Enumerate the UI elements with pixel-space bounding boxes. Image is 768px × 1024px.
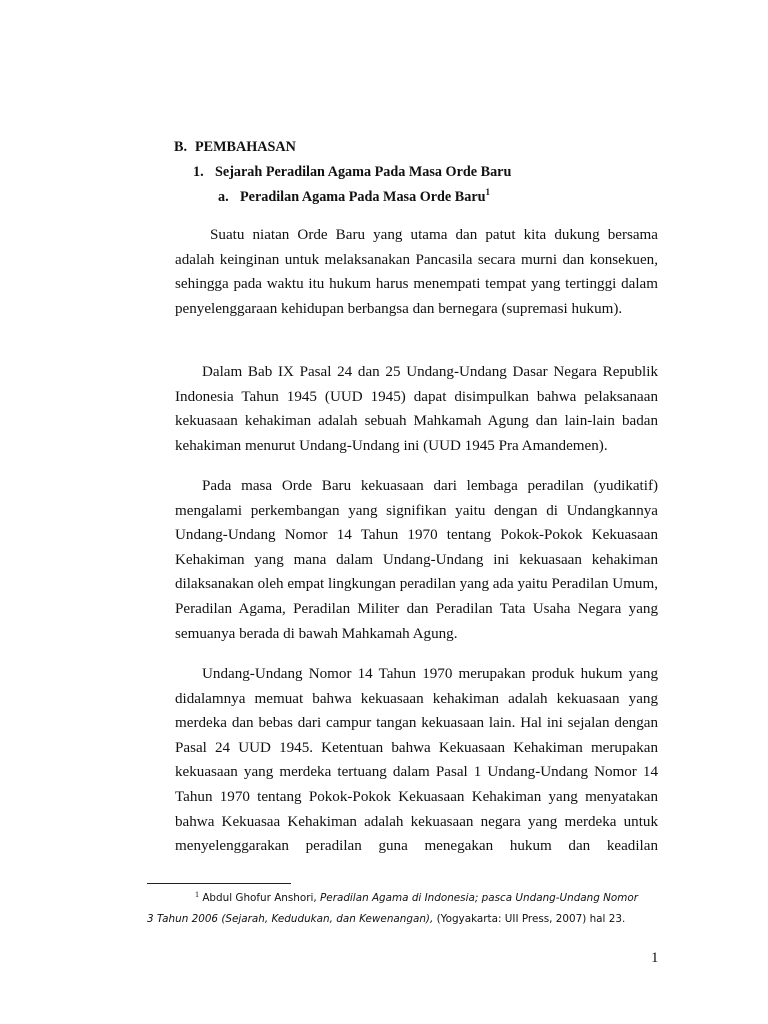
footnote [147,888,647,929]
footnote-separator [147,883,291,884]
footnote-publication: (Yogyakarta: UII Press, 2007) hal 23. [436,913,626,925]
page-number: 1 [651,950,659,966]
footnote-book-title: Peradilan Agama di Indonesia; pasca Undang-Undang Nomor 3 Tahun 2006 (Sejarah, Kedudukan, dan Kewenangan), [147,892,639,925]
section-number: B. [174,139,188,155]
footnote-author: Abdul Ghofur Anshori, [202,892,317,904]
paragraph-1: Suatu niatan Orde Baru yang utama dan patut kita dukung bersama adalah keinginan untuk melaksanakan Pancasila secara murni dan konsekuen, sehingga pada waktu itu hukum harus menempati tempat yang tertinggi dalam penyelenggaraan kehidupan berbangsa dan bernegara (supremasi hukum). [175,227,658,317]
subsubsection-number: a. [218,189,229,205]
section-title: PEMBAHASAN [195,139,296,155]
subsubsection-heading [218,187,490,208]
footnote-reference[interactable]: 1 [485,187,491,197]
footnote-mark: 1 [195,890,199,899]
subsection-number: 1. [193,164,204,180]
paragraph-4: Undang-Undang Nomor 14 Tahun 1970 merupakan produk hukum yang didalamnya memuat bahwa kekuasaan kehakiman adalah kekuasaan yang merdeka dan bebas dari campur tangan kekuasaan lain. Hal ini sejalan dengan Pasal 24 UUD 1945. Ketentuan bahwa Kekuasaan Kehakiman merupakan kekuasaan yang merdeka tertuang dalam Pasal 1 Undang-Undang Nomor 14 Tahun 1970 tentang Pokok-Pokok Kekuasaan Kehakiman yang menyatakan bahwa Kekuasaa Kehakiman adalah kekuasaan negara yang merdeka untuk menyelenggarakan peradilan guna menegakan hukum dan keadilan [175,666,658,855]
subsubsection-title: Peradilan Agama Pada Masa Orde Baru [240,189,486,205]
subsection-title: Sejarah Peradilan Agama Pada Masa Orde Baru [215,164,512,180]
subsection-heading [193,162,511,182]
section-heading [174,137,296,157]
paragraph-2: Dalam Bab IX Pasal 24 dan 25 Undang-Undang Dasar Negara Republik Indonesia Tahun 1945 (UUD 1945) dapat disimpulkan bahwa pelaksanaan kekuasaan kehakiman adalah sebuah Mahkamah Agung dan lain-lain badan kehakiman menurut Undang-Undang ini (UUD 1945 Pra Amandemen). [175,364,658,454]
paragraph-3: Pada masa Orde Baru kekuasaan dari lembaga peradilan (yudikatif) mengalami perkembangan yang signifikan yaitu dengan di Undangkannya Undang-Undang Nomor 14 Tahun 1970 tentang Pokok-Pokok Kekuasaan Kehakiman yang mana dalam Undang-Undang ini kekuasaan kehakiman dilaksanakan oleh empat lingkungan peradilan yang ada yaitu Peradilan Umum, Peradilan Agama, Peradilan Militer dan Peradilan Tata Usaha Negara yang semuanya berada di bawah Mahkamah Agung. [175,478,658,642]
